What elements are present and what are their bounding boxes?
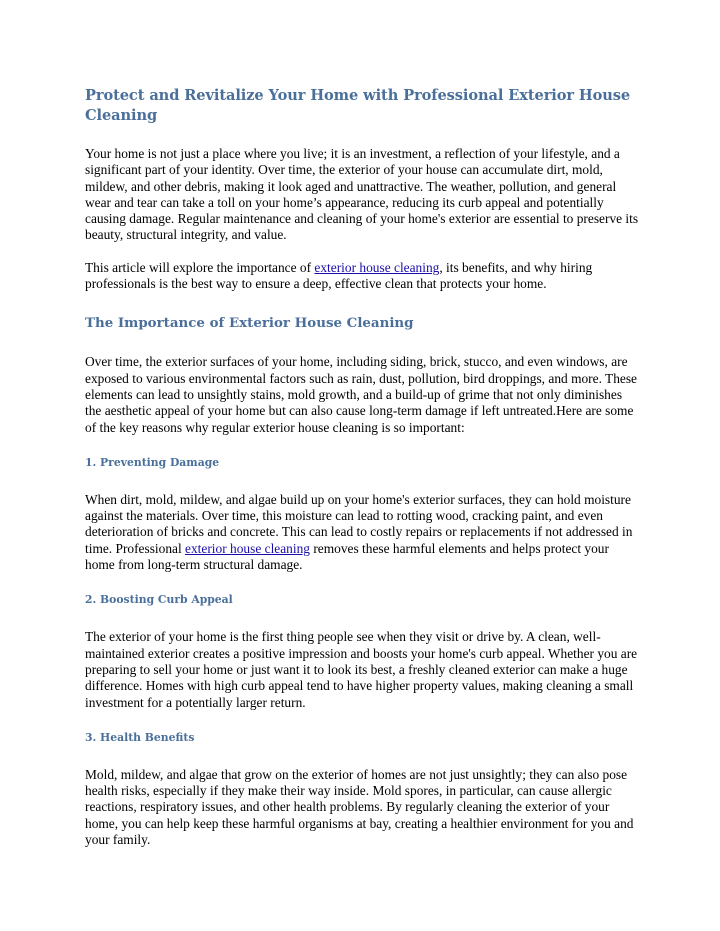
subheading-preventing-damage: 1. Preventing Damage	[85, 455, 220, 469]
subheading-health-benefits: 3. Health Benefits	[85, 730, 195, 744]
preventing-damage-text-before: When dirt, mold, mildew, and algae build up on your home's exterior surfaces, they can hold moisture against the materials. Over time, this moisture can lead to rotting wood, cracking paint, and even deterioration of bricks and concrete. This can lead to costly repairs or replacements if not addressed in time. Professional	[85, 491, 633, 556]
health-benefits-paragraph: Mold, mildew, and algae that grow on the exterior of homes are not just unsightly; they can also pose health risks, especially if they make their way inside. Mold spores, in particular, can cause allergic reactions, respiratory issues, and other health problems. By regularly cleaning the exterior of your home, you can help keep these harmful organisms at bay, creating a healthier environment for you and your family.	[85, 766, 634, 848]
section-paragraph: Over time, the exterior surfaces of your home, including siding, brick, stucco, and even windows, are exposed to various environmental factors such as rain, dust, pollution, bird droppings, and more. These elements can lead to unsightly stains, mold growth, and a build-up of grime that not only diminishes the aesthetic appeal of your home but can also cause long-term damage if left untreated.Here are some of the key reasons why regular exterior house cleaning is so important:	[85, 354, 638, 435]
intro-paragraph-1: Your home is not just a place where you live; it is an investment, a reflection of your lifestyle, and a significant part of your identity. Over time, the exterior of your house can accumulate dirt, mold, mildew, and other debris, making it look aged and unattractive. The weather, pollution, and general wear and tear can take a toll on your home’s appearance, reducing its curb appeal and potentially causing damage. Regular maintenance and cleaning of your home's exterior are essential to preserve its beauty, structural integrity, and value.	[85, 146, 639, 243]
exterior-house-cleaning-link[interactable]: exterior house cleaning	[314, 259, 440, 275]
section-heading: The Importance of Exterior House Cleaning	[85, 315, 414, 332]
document-page	[85, 86, 640, 864]
boosting-curb-appeal-paragraph: The exterior of your home is the first thing people see when they visit or drive by. A clean, well-maintained exterior creates a positive impression and boosts your home's curb appeal. Whether you are preparing to sell your home or just want it to look its best, a freshly cleaned exterior can make a huge difference. Homes with high curb appeal tend to have higher property values, making cleaning a small investment for a potentially larger return.	[85, 629, 638, 710]
exterior-house-cleaning-link-2[interactable]: exterior house cleaning	[185, 540, 310, 556]
preventing-damage-text-after: removes these harmful elements and helps protect your home from long-term structural damage.	[85, 540, 609, 573]
document-title: Protect and Revitalize Your Home with Professional Exterior House Cleaning	[85, 87, 631, 124]
subheading-boosting-curb-appeal: 2. Boosting Curb Appeal	[85, 593, 233, 607]
preventing-damage-paragraph	[85, 492, 640, 573]
intro-paragraph-2-text-after: , its benefits, and why hiring professionals is the best way to ensure a deep, effective clean that protects your home.	[85, 259, 593, 292]
intro-paragraph-2-text-before: This article will explore the importance of	[85, 259, 315, 275]
intro-paragraph-2	[85, 260, 640, 293]
